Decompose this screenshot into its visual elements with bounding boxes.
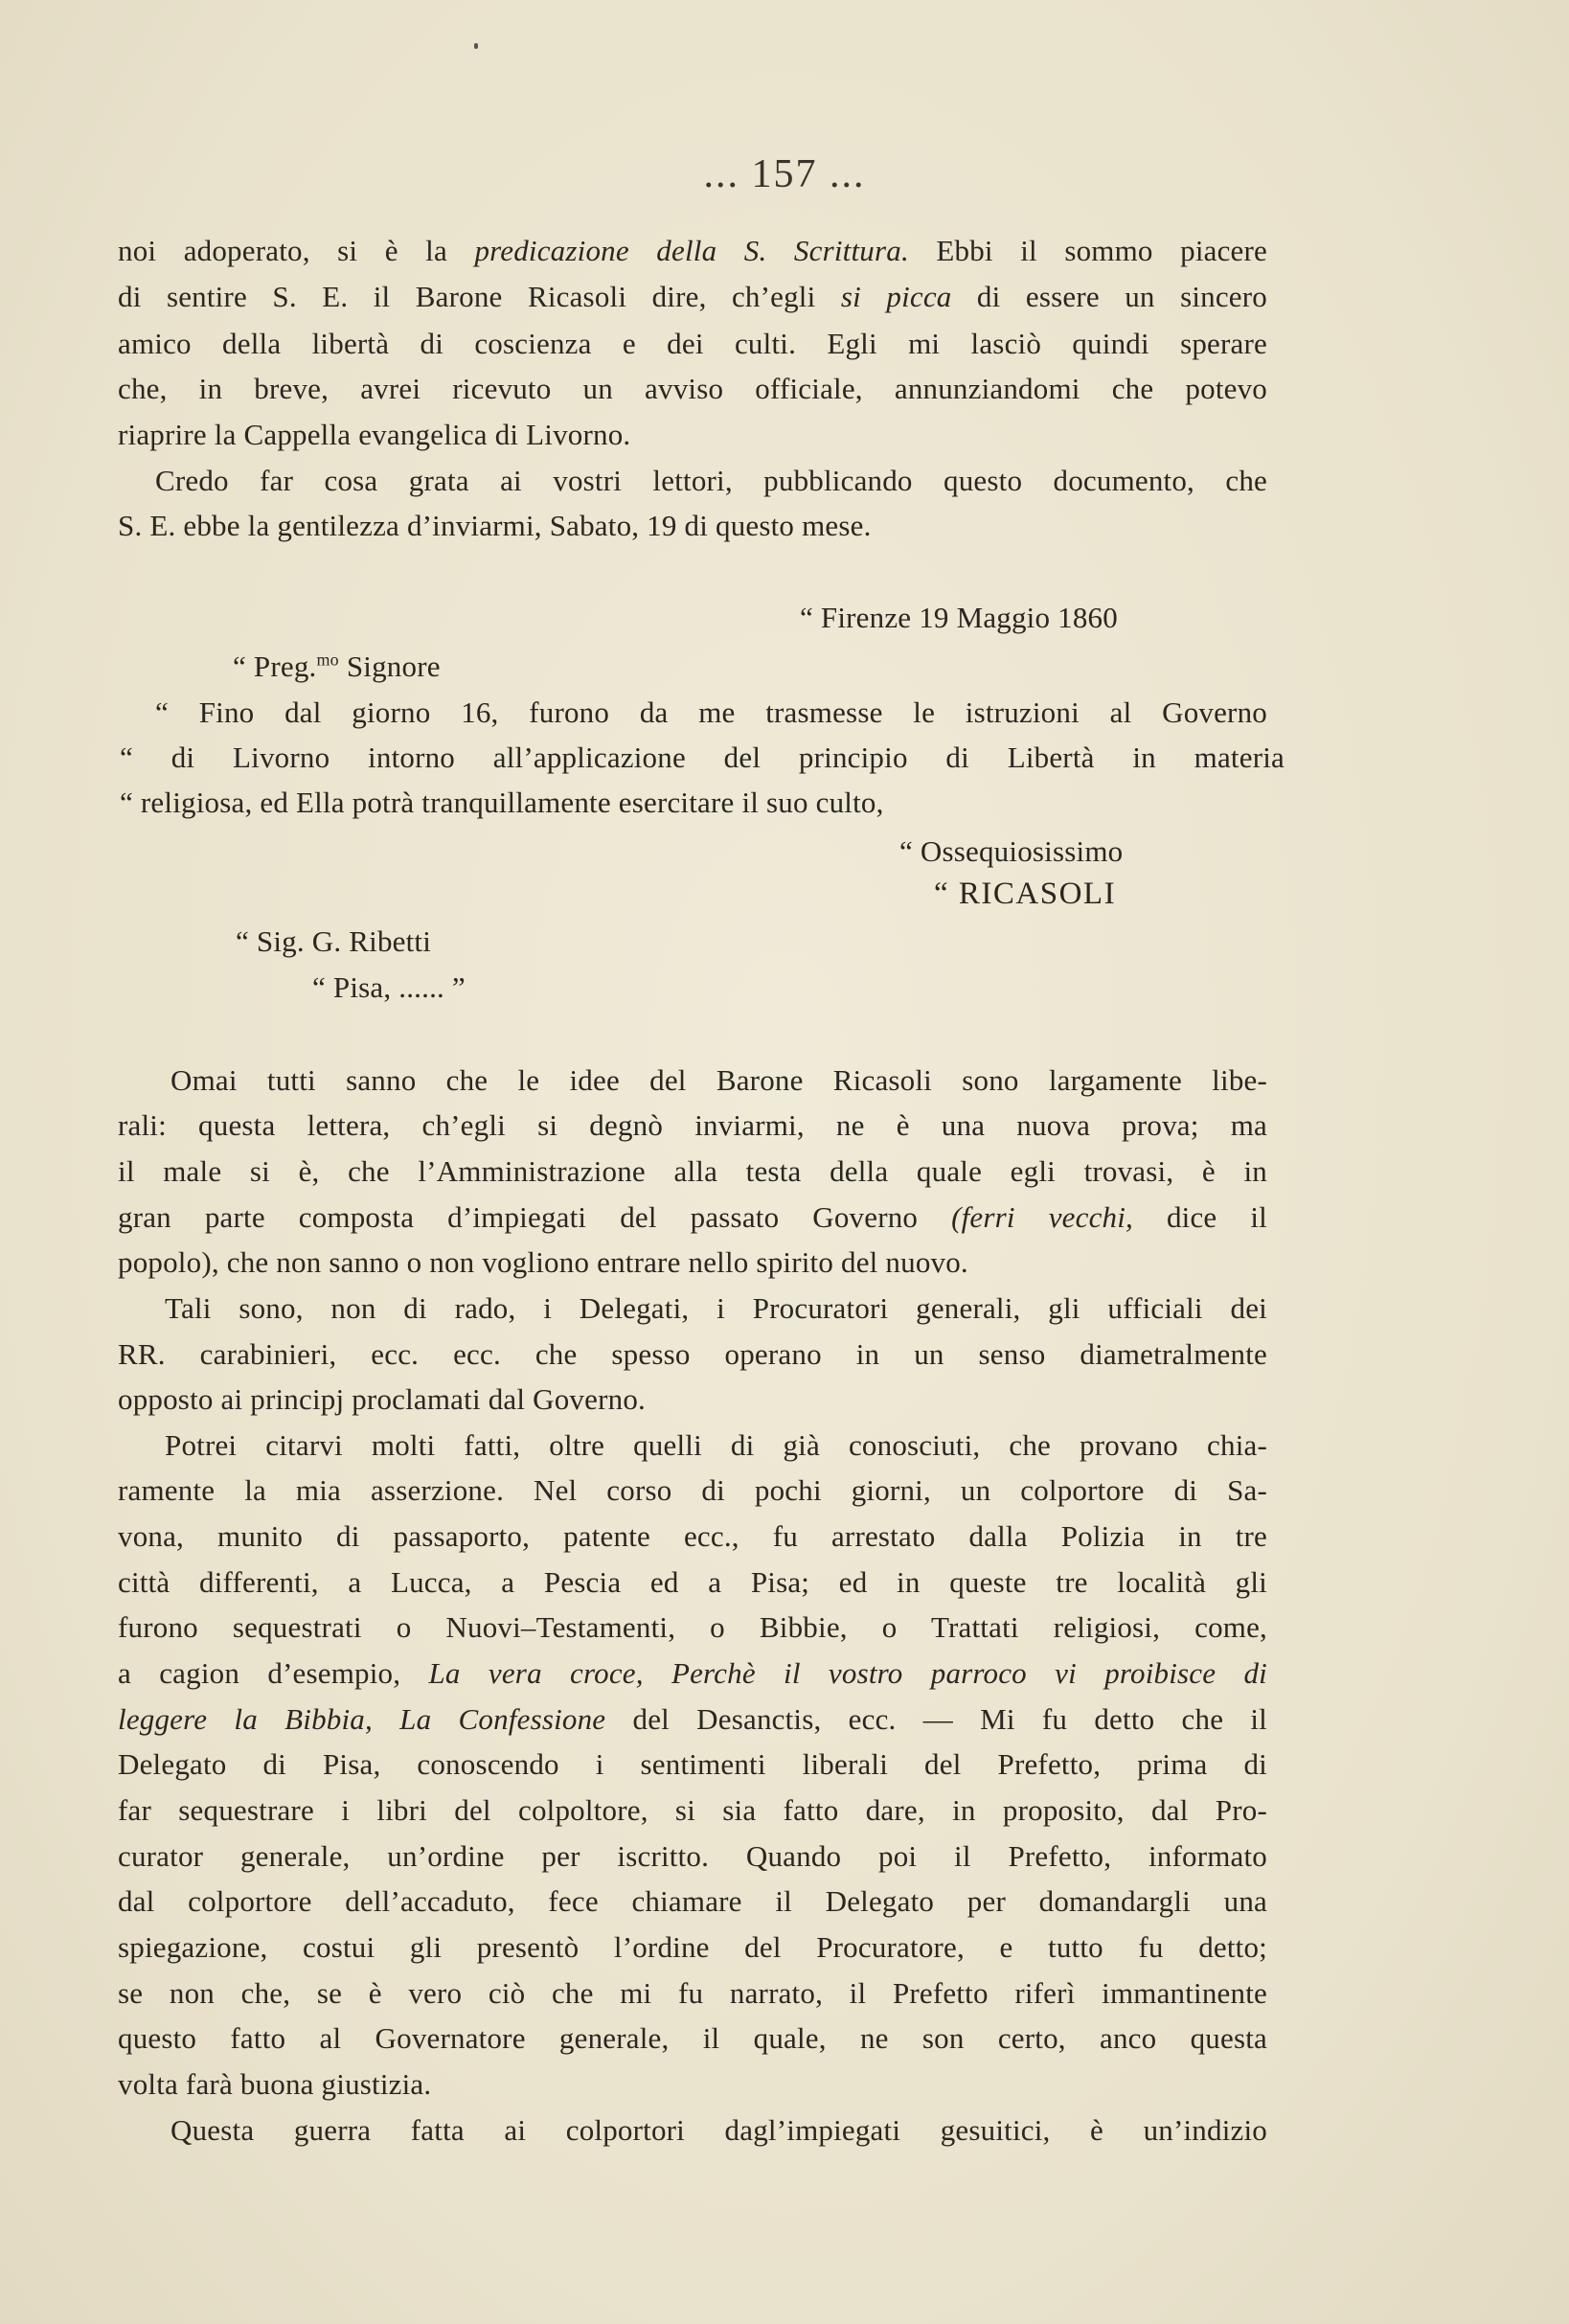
italic-phrase: si picca	[840, 280, 952, 313]
text-line: volta farà buona giustizia.	[118, 2067, 432, 2101]
text-line: se non che, se è vero ciò che mi fu narrato, il Prefetto riferì immantinente	[118, 1976, 1267, 2010]
text-line: furono sequestrati o Nuovi–Testamenti, o Bibbie, o Trattati religiosi, come,	[118, 1610, 1267, 1644]
text-line: popolo), che non sanno o non vogliono entrare nello spirito del nuovo.	[118, 1245, 968, 1279]
text-line: il male si è, che l’Amministrazione alla testa della quale egli trovasi, è in	[118, 1154, 1267, 1188]
letter-closing: “ Ossequiosissimo	[899, 834, 1124, 868]
text-line: rali: questa lettera, ch’egli si degnò inviarmi, ne è una nuova prova; ma	[118, 1108, 1267, 1142]
text-line: questo fatto al Governatore generale, il quale, ne son certo, anco questa	[118, 2021, 1267, 2055]
text-line: che, in breve, avrei ricevuto un avviso officiale, annunziandomi che potevo	[118, 372, 1267, 405]
text-line: ramente la mia asserzione. Nel corso di pochi giorni, un colportore di Sa-	[118, 1473, 1267, 1507]
italic-phrase: (ferri vecchi,	[951, 1200, 1133, 1234]
letter-body-line: “ religiosa, ed Ella potrà tranquillamente esercitare il suo culto,	[120, 786, 884, 819]
text-line: noi adoperato, si è la predicazione della S. Scrittura. Ebbi il sommo piacere	[118, 234, 1267, 267]
text-line: Credo far cosa grata ai vostri lettori, pubblicando questo documento, che	[155, 464, 1267, 497]
page-number: ... 157 ...	[703, 152, 866, 196]
italic-phrase: La vera croce, Perchè il vostro parroco vi proibisce di	[428, 1656, 1267, 1690]
text-line: leggere la Bibbia, La Confessione del Desanctis, ecc. — Mi fu detto che il	[118, 1702, 1267, 1736]
letter-recipient-place: “ Pisa, ...... ”	[312, 970, 466, 1004]
text-line: curator generale, un’ordine per iscritto. Quando poi il Prefetto, informato	[118, 1839, 1267, 1873]
text-line: città differenti, a Lucca, a Pescia ed a Pisa; ed in queste tre località gli	[118, 1565, 1267, 1599]
letter-recipient: “ Sig. G. Ribetti	[236, 924, 432, 958]
italic-phrase: leggere la Bibbia, La Confessione	[118, 1702, 606, 1736]
text-line: far sequestrare i libri del colpoltore, si sia fatto dare, in proposito, dal Pro-	[118, 1793, 1267, 1827]
text-line: gran parte composta d’impiegati del passato Governo (ferri vecchi, dice il	[118, 1200, 1267, 1234]
text-line: amico della libertà di coscienza e dei culti. Egli mi lasciò quindi sperare	[118, 327, 1267, 360]
text-line: opposto ai principj proclamati dal Governo.	[118, 1382, 646, 1416]
text-line: riaprire la Cappella evangelica di Livorno.	[118, 418, 631, 451]
text-line: S. E. ebbe la gentilezza d’inviarmi, Sabato, 19 di questo mese.	[118, 509, 872, 542]
ink-speck	[474, 43, 478, 49]
letter-dateline: “ Firenze 19 Maggio 1860	[800, 601, 1118, 634]
text-line: vona, munito di passaporto, patente ecc., fu arrestato dalla Polizia in tre	[118, 1519, 1267, 1553]
text-line: dal colportore dell’accaduto, fece chiamare il Delegato per domandargli una	[118, 1884, 1267, 1918]
text-line: Omai tutti sanno che le idee del Barone Ricasoli sono largamente libe-	[171, 1063, 1267, 1097]
text-line: spiegazione, costui gli presentò l’ordine del Procuratore, e tutto fu detto;	[118, 1930, 1267, 1964]
text-line: RR. carabinieri, ecc. ecc. che spesso operano in un senso diametralmente	[118, 1337, 1267, 1371]
italic-phrase: predicazione della S. Scrittura.	[474, 234, 909, 267]
text-line: Tali sono, non di rado, i Delegati, i Procuratori generali, gli ufficiali dei	[165, 1291, 1267, 1325]
text-line: Questa guerra fatta ai colportori dagl’impiegati gesuitici, è un’indizio	[171, 2113, 1267, 2147]
text-line: di sentire S. E. il Barone Ricasoli dire, ch’egli si picca di essere un sincero	[118, 280, 1267, 313]
letter-body-line: “ di Livorno intorno all’applicazione del principio di Libertà in materia	[120, 740, 1285, 774]
letter-signature: “ RICASOLI	[934, 877, 1117, 911]
text-line: Delegato di Pisa, conoscendo i sentimenti liberali del Prefetto, prima di	[118, 1747, 1267, 1781]
text-line: Potrei citarvi molti fatti, oltre quelli di già conosciuti, che provano chia-	[165, 1428, 1267, 1462]
letter-salutation: “ Preg.$^{mo}$ Signore	[233, 649, 441, 683]
letter-body-line: “ Fino dal giorno 16, furono da me trasmesse le istruzioni al Governo	[155, 695, 1267, 729]
text-line: a cagion d’esempio, La vera croce, Perchè il vostro parroco vi proibisce di	[118, 1656, 1267, 1690]
